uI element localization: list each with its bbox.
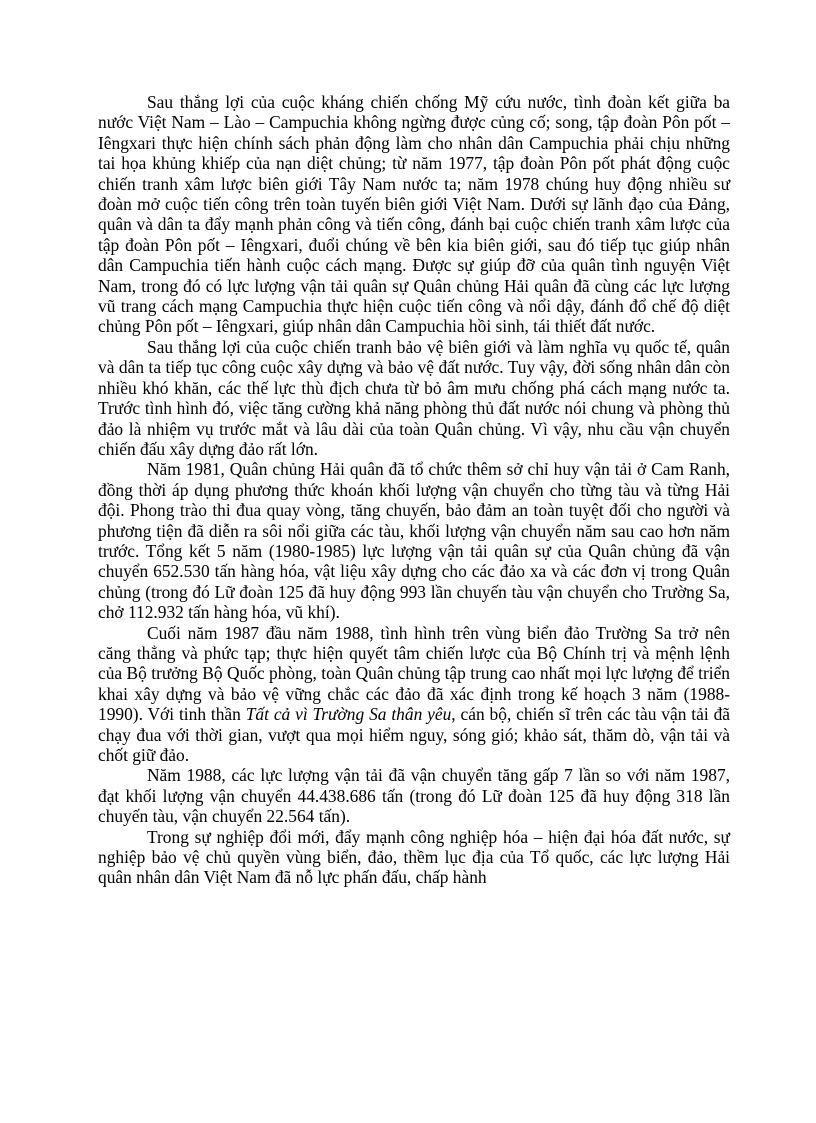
paragraph-4-text-after: , cán bộ, chiến sĩ trên các tàu vận tải đã chạy đua với thời gian, vượt qua mọi hiểm nguy, sóng gió; khảo sát, thăm dò, vận tải và chốt giữ đảo. (98, 704, 730, 765)
paragraph-4 (98, 623, 730, 766)
paragraph-6: Trong sự nghiệp đổi mới, đẩy mạnh công nghiệp hóa – hiện đại hóa đất nước, sự nghiệp bảo vệ chủ quyền vùng biển, đảo, thềm lục địa của Tổ quốc, các lực lượng Hải quân nhân dân Việt Nam đã nỗ lực phấn đấu, chấp hành (98, 826, 730, 888)
paragraph-1: Sau thắng lợi của cuộc kháng chiến chống Mỹ cứu nước, tình đoàn kết giữa ba nước Việt Nam – Lào – Campuchia không ngừng được củng cố; song, tập đoàn Pôn pốt – Iêngxari thực hiện chính sách phản động làm cho nhân dân Campuchia phải chịu những tai họa khủng khiếp của nạn diệt chủng; từ năm 1977, tập đoàn Pôn pốt phát động cuộc chiến tranh xâm lược biên giới Tây Nam nước ta; năm 1978 chúng huy động nhiều sư đoàn mở cuộc tiến công trên toàn tuyến biên giới Việt Nam. Dưới sự lãnh đạo của Đảng, quân và dân ta đẩy mạnh phản công và tiến công, đánh bại cuộc chiến tranh xâm lược của tập đoàn Pôn pốt – Iêngxari, đuổi chúng về bên kia biên giới, sau đó tiếp tục giúp nhân dân Campuchia tiến hành cuộc cách mạng. Được sự giúp đỡ của quân tình nguyện Việt Nam, trong đó có lực lượng vận tải quân sự Quân chủng Hải quân đã cùng các lực lượng vũ trang cách mạng Campuchia thực hiện cuộc tiến công và nổi dậy, đánh đổ chế độ diệt chủng Pôn pốt – Iêngxari, giúp nhân dân Campuchia hồi sinh, tái thiết đất nước. (98, 92, 730, 337)
document-body (98, 92, 730, 888)
paragraph-4-italic-phrase: Tất cả vì Trường Sa thân yêu (245, 704, 452, 725)
paragraph-3: Năm 1981, Quân chủng Hải quân đã tổ chức thêm sở chỉ huy vận tải ở Cam Ranh, đồng thời áp dụng phương thức khoán khối lượng vận chuyển cho từng tàu và từng Hải đội. Phong trào thi đua quay vòng, tăng chuyến, bảo đảm an toàn tuyệt đối cho người và phương tiện đã diễn ra sôi nổi giữa các tàu, khối lượng vận chuyển năm sau cao hơn năm trước. Tổng kết 5 năm (1980-1985) lực lượng vận tải quân sự của Quân chủng đã vận chuyển 652.530 tấn hàng hóa, vật liệu xây dựng cho các đảo xa và các đơn vị trong Quân chủng (trong đó Lữ đoàn 125 đã huy động 993 lần chuyến tàu vận chuyển cho Trường Sa, chở 112.932 tấn hàng hóa, vũ khí). (98, 459, 730, 623)
paragraph-2: Sau thắng lợi của cuộc chiến tranh bảo vệ biên giới và làm nghĩa vụ quốc tế, quân và dân ta tiếp tục công cuộc xây dựng và bảo vệ đất nước. Tuy vậy, đời sống nhân dân còn nhiều khó khăn, các thế lực thù địch chưa từ bỏ âm mưu chống phá cách mạng nước ta. Trước tình hình đó, việc tăng cường khả năng phòng thủ đất nước nói chung và phòng thủ đảo là nhiệm vụ trước mắt và lâu dài của toàn Quân chủng. Vì vậy, nhu cầu vận chuyển chiến đấu xây dựng đảo rất lớn. (98, 336, 730, 459)
paragraph-5: Năm 1988, các lực lượng vận tải đã vận chuyển tăng gấp 7 lần so với năm 1987, đạt khối lượng vận chuyển 44.438.686 tấn (trong đó Lữ đoàn 125 đã huy động 318 lần chuyến tàu, vận chuyển 22.564 tấn). (98, 765, 730, 827)
paragraph-4-text-before: Cuối năm 1987 đầu năm 1988, tình hình trên vùng biển đảo Trường Sa trở nên căng thẳng và phức tạp; thực hiện quyết tâm chiến lược của Bộ Chính trị và mệnh lệnh của Bộ trưởng Bộ Quốc phòng, toàn Quân chủng tập trung cao nhất mọi lực lượng để triển khai xây dựng và bảo vệ vững chắc các đảo đã xác định trong kế hoạch 3 năm (1988-1990). Với tinh thần (98, 622, 730, 725)
